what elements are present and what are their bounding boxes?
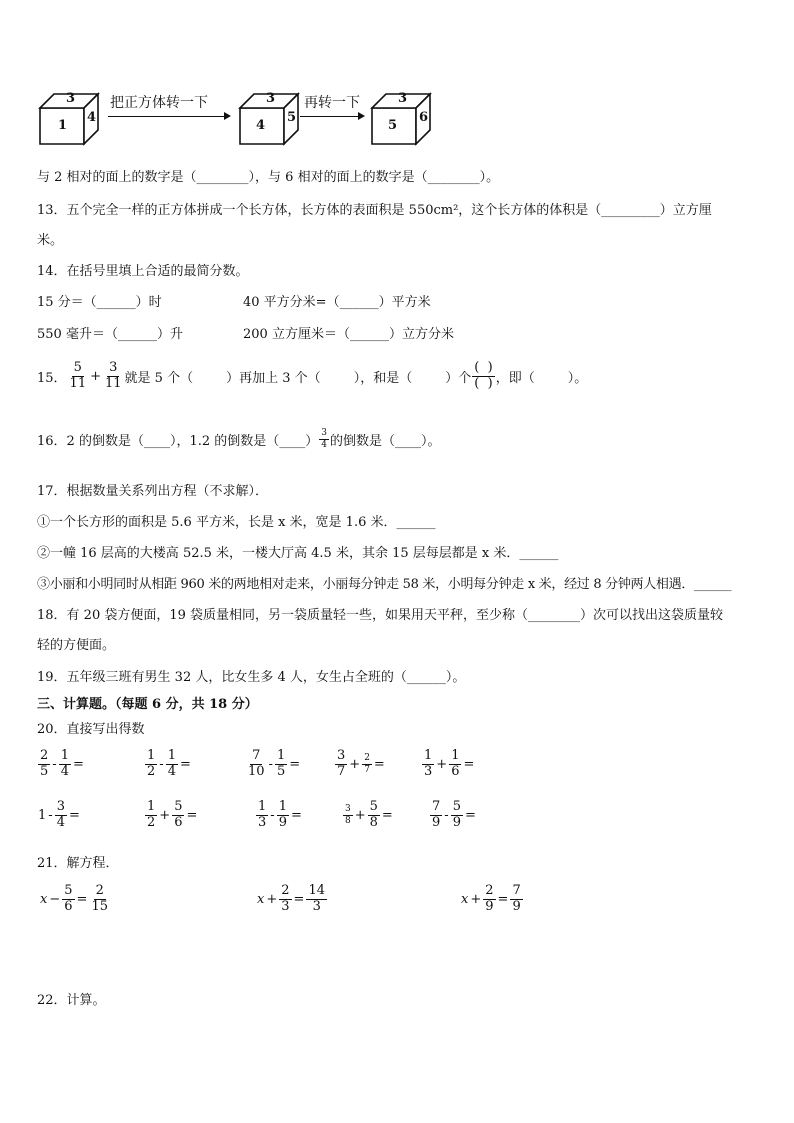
- num: 2: [364, 753, 370, 764]
- cube-1-front: 1: [58, 118, 68, 133]
- q20-row-1: [37, 744, 757, 784]
- q21-title: 21．解方程．: [37, 856, 119, 871]
- cube-3-front: 5: [388, 118, 398, 133]
- operator: +: [159, 807, 171, 823]
- num: 3: [345, 804, 351, 815]
- frac-b: [362, 753, 372, 775]
- num: 5: [369, 798, 378, 814]
- den: 6: [64, 898, 73, 914]
- num: 7: [432, 798, 441, 814]
- den: 2: [147, 814, 156, 830]
- frac-a: [62, 884, 74, 915]
- q21-item-1: [39, 877, 111, 921]
- whole-number: 1: [38, 807, 47, 823]
- den: 3: [281, 898, 290, 914]
- cube-2-top: 3: [266, 91, 276, 106]
- q15-fraction-2: [103, 361, 124, 392]
- operator: +: [349, 756, 361, 772]
- q15-label: 15．: [37, 370, 67, 386]
- frac-a: [335, 749, 347, 780]
- q16-fraction: [319, 428, 329, 450]
- section-3-heading: 三、计算题。（每题 6 分，共 18 分）: [37, 697, 258, 712]
- den: 8: [369, 814, 378, 830]
- num: 1: [167, 747, 176, 763]
- frac-b: [172, 800, 184, 831]
- num: 1: [424, 747, 433, 763]
- den: 10: [248, 763, 265, 779]
- num: 1: [276, 747, 286, 763]
- frac-a: [422, 749, 434, 780]
- arrow-1-head-icon: [224, 112, 231, 120]
- q15-f1-num: 5: [73, 359, 82, 375]
- variable-x: x: [461, 891, 469, 907]
- q17-item-3: ③小丽和小明同时从相距 960 米的两地相对走来，小丽每分钟走 58 米，小明每分钟走 x 米，经过 8 分钟两人相遇．______: [37, 577, 732, 592]
- arrow-2-line: [300, 116, 360, 117]
- frac-a: [246, 749, 267, 780]
- frac-b: [55, 800, 67, 831]
- num: 2: [485, 882, 494, 898]
- q19-line: 19．五年级三班有男生 32 人，比女生多 4 人，女生占全班的（______）。: [37, 670, 466, 685]
- num: 3: [337, 747, 346, 763]
- den: 9: [278, 814, 287, 830]
- frac-a: [145, 800, 157, 831]
- q15-paren-den: ( ): [474, 375, 493, 391]
- num: 1: [451, 747, 460, 763]
- den: 5: [276, 763, 286, 779]
- q20-row-2: [37, 795, 757, 835]
- operator: +: [436, 756, 448, 772]
- equals: =: [293, 891, 305, 907]
- q15-paren-fraction: [472, 361, 494, 392]
- q22-title: 22．计算。: [37, 993, 106, 1008]
- den: 5: [40, 763, 49, 779]
- q14-item-2: 40 平方分米=（______）平方米: [243, 295, 431, 310]
- num: 1: [147, 747, 156, 763]
- equals: =: [72, 756, 84, 772]
- operator: +: [470, 891, 482, 907]
- q20-r1-item-1: [37, 744, 85, 784]
- q17-item-2: ②一幢 16 层高的大楼高 52.5 米，一楼大厅高 4.5 米，其余 15 层每层都是 x 米．______: [37, 546, 559, 561]
- operator: -: [268, 756, 273, 772]
- q20-r1-item-5: [421, 744, 475, 784]
- frac-b: [449, 749, 461, 780]
- den: 9: [452, 814, 461, 830]
- variable-x: x: [40, 891, 48, 907]
- num: 5: [174, 798, 183, 814]
- variable-x: x: [257, 891, 265, 907]
- den: 6: [174, 814, 183, 830]
- frac-a: [483, 884, 495, 915]
- den: 3: [312, 898, 321, 914]
- equals: =: [497, 891, 509, 907]
- cube-3-top: 3: [398, 91, 408, 106]
- frac-a: [256, 800, 268, 831]
- den: 4: [167, 763, 176, 779]
- cube-1-top: 3: [66, 91, 76, 106]
- num: 1: [60, 747, 69, 763]
- den: 15: [91, 898, 108, 914]
- den: 7: [337, 763, 346, 779]
- equals: =: [463, 756, 475, 772]
- frac-b: [306, 884, 327, 915]
- q16-frac-num: 3: [321, 428, 327, 439]
- q16-line: [37, 424, 441, 454]
- q21-item-2: [256, 877, 328, 921]
- q20-title: 20．直接写出得数: [37, 722, 145, 737]
- q15-text-1: 就是 5 个（ ）再加上 3 个（ ），和是（ ）个: [124, 370, 472, 386]
- den: 4: [56, 814, 65, 830]
- q20-r1-item-2: [144, 744, 192, 784]
- q13-line-1: 13．五个完全一样的正方体拼成一个长方体，长方体的表面积是 550cm²，这个长方体的体积是（_________）立方厘: [37, 203, 712, 218]
- q14-title: 14．在括号里填上合适的最简分数。: [37, 264, 249, 279]
- q14-item-1: 15 分＝（______）时: [37, 295, 162, 310]
- frac-b: [277, 800, 289, 831]
- cube-3: [370, 90, 432, 146]
- den: 9: [512, 898, 521, 914]
- q15-f1-den: 11: [69, 375, 87, 391]
- operator: +: [354, 807, 366, 823]
- frac-b: [451, 800, 463, 831]
- q20-r2-item-3: [255, 795, 303, 835]
- frac-a: [430, 800, 442, 831]
- q15-f2-den: 11: [105, 375, 122, 391]
- den: 2: [147, 763, 156, 779]
- arrow-2-label: 再转一下: [304, 95, 360, 111]
- den: 4: [60, 763, 69, 779]
- equals: =: [186, 807, 198, 823]
- frac-a: [145, 749, 157, 780]
- equals: =: [179, 756, 191, 772]
- equals: =: [68, 807, 80, 823]
- operator: -: [52, 756, 57, 772]
- frac-a: [279, 884, 291, 915]
- operator: -: [48, 807, 53, 823]
- frac-b: [510, 884, 522, 915]
- den: 3: [258, 814, 267, 830]
- num: 1: [147, 798, 156, 814]
- q13-line-2: 米。: [37, 233, 64, 248]
- den: 9: [432, 814, 441, 830]
- frac-b: [275, 749, 287, 780]
- frac-b: [89, 884, 110, 915]
- num: 7: [512, 882, 521, 898]
- q12-line: 与 2 相对的面上的数字是（________），与 6 相对的面上的数字是（________）。: [37, 170, 500, 185]
- q21-item-3: [460, 877, 524, 921]
- equals: =: [373, 756, 385, 772]
- frac-b: [59, 749, 71, 780]
- equals: =: [289, 756, 301, 772]
- num: 7: [252, 747, 261, 763]
- q17-title: 17．根据数量关系列出方程（不求解）．: [37, 484, 269, 499]
- q18-line-1: 18．有 20 袋方便面，19 袋质量相同，另一袋质量轻一些，如果用天平秤，至少称（________）次可以找出这袋质量较: [37, 608, 724, 623]
- q15-f2-num: 3: [109, 359, 118, 375]
- frac-a: [343, 804, 353, 826]
- equals: =: [381, 807, 393, 823]
- q17-item-1: ①一个长方形的面积是 5.6 平方米，长是 x 米，宽是 1.6 米．______: [37, 515, 436, 530]
- cube-2-side: 5: [287, 110, 297, 125]
- cube-2-front: 4: [256, 118, 266, 133]
- q16-text-1: 16．2 的倒数是（____），1.2 的倒数是（____）: [37, 433, 319, 449]
- cube-1-side: 4: [87, 110, 97, 125]
- num: 5: [64, 882, 73, 898]
- num: 3: [56, 798, 65, 814]
- den: 9: [485, 898, 494, 914]
- arrow-2-head-icon: [358, 112, 365, 120]
- frac-b: [368, 800, 380, 831]
- num: 2: [40, 747, 49, 763]
- frac-a: [38, 749, 50, 780]
- operator: -: [444, 807, 449, 823]
- num: 2: [95, 882, 104, 898]
- num: 5: [452, 798, 461, 814]
- num: 1: [258, 798, 267, 814]
- q16-frac-den: 4: [321, 439, 327, 450]
- den: 3: [424, 763, 433, 779]
- q15-plus: +: [90, 368, 101, 384]
- cube-1: [38, 90, 100, 146]
- cube-3-side: 6: [419, 110, 429, 125]
- q20-r2-item-2: [144, 795, 198, 835]
- den: 7: [364, 764, 370, 775]
- q14-item-4: 200 立方厘米＝（______）立方分米: [243, 327, 454, 342]
- q15-line: [37, 356, 587, 396]
- num: 14: [308, 882, 325, 898]
- q18-line-2: 轻的方便面。: [37, 638, 116, 653]
- q15-text-2: ，即（ ）。: [495, 370, 588, 386]
- num: 2: [281, 882, 290, 898]
- frac-b: [166, 749, 178, 780]
- q20-r2-item-1: [37, 795, 81, 835]
- operator: +: [266, 891, 278, 907]
- q15-paren-num: ( ): [474, 359, 493, 375]
- q14-item-3: 550 毫升＝（______）升: [37, 327, 183, 342]
- operator: -: [270, 807, 275, 823]
- q20-r2-item-5: [429, 795, 477, 835]
- operator: −: [49, 891, 61, 907]
- den: 8: [345, 815, 351, 826]
- q20-r1-item-3: [245, 744, 301, 784]
- q21-row: [37, 877, 757, 921]
- equals: =: [290, 807, 302, 823]
- cube-2: [238, 90, 300, 146]
- arrow-1-line: [108, 116, 226, 117]
- equals: =: [464, 807, 476, 823]
- equals: =: [76, 891, 88, 907]
- num: 1: [278, 798, 287, 814]
- arrow-1-label: 把正方体转一下: [110, 95, 208, 111]
- den: 6: [451, 763, 460, 779]
- q20-r2-item-4: [342, 795, 394, 835]
- q15-fraction-1: [68, 361, 89, 392]
- operator: -: [159, 756, 164, 772]
- cube-rotation-figure: [38, 88, 438, 148]
- q16-text-2: 的倒数是（____）。: [330, 433, 441, 449]
- q20-r1-item-4: [334, 744, 386, 784]
